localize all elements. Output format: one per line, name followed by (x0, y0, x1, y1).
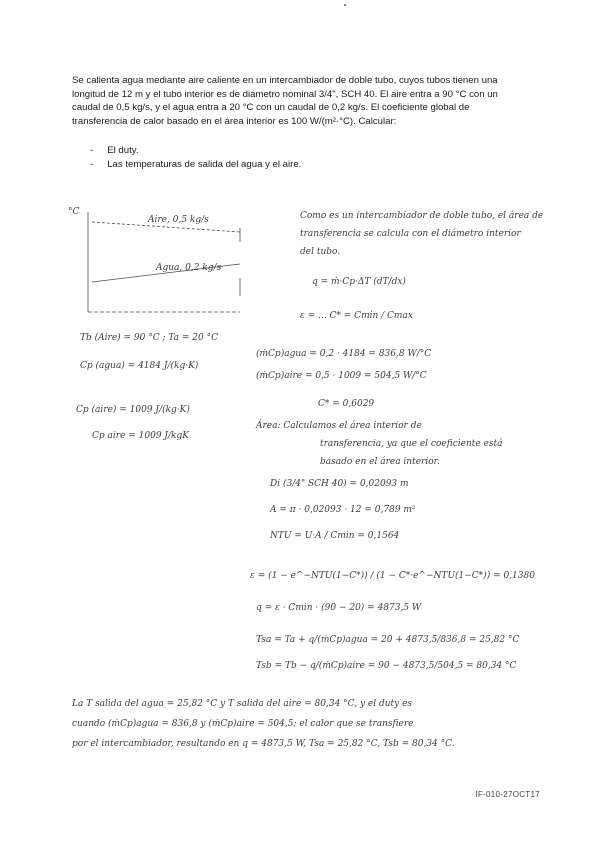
list-item (90, 144, 301, 158)
note-line: Di (3/4" SCH 40) = 0,02093 m (270, 479, 409, 489)
note-line: q = ṁ·Cp·ΔT (dT/dx) (312, 277, 406, 287)
note-line: ε = ... C* = Cmin / Cmax (300, 311, 413, 321)
handwritten-solution (0, 190, 600, 790)
problem-list (90, 144, 301, 171)
note-line: ε = (1 − e^−NTU(1−C*)) / (1 − C*·e^−NTU(1−C*)) = 0,1380 (250, 571, 535, 581)
note-line: Tsb = Tb − q/(ṁCp)aire = 90 − 4873,5/504,5 = 80,34 °C (256, 661, 517, 671)
note-line: Cp aire = 1009 J/kgK (92, 431, 189, 441)
note-line: Área: Calculamos el área interior de (256, 421, 422, 431)
note-line: (ṁCp)agua = 0,2 · 4184 = 836,8 W/°C (256, 349, 432, 359)
note-line: (ṁCp)aire = 0,5 · 1009 = 504,5 W/°C (256, 371, 427, 381)
list-item-text: Las temperaturas de salida del agua y el aire. (107, 158, 302, 170)
note-line: Tsa = Ta + q/(ṁCp)agua = 20 + 4873,5/836,8 = 25,82 °C (256, 635, 520, 645)
conclusion-line: La T salida del agua = 25,82 °C y T salida del aire = 80,34 °C, y el duty es (72, 699, 413, 709)
conclusion-line: cuando (ṁCp)agua = 836,8 y (ṁCp)aire = 504,5; el calor que se transfiere (72, 719, 414, 729)
diagram-top-label: Aire, 0,5 kg/s (148, 215, 209, 225)
diagram-corner-label: °C (68, 207, 80, 217)
note-line: del tubo. (300, 247, 341, 257)
list-bullet: - (90, 158, 94, 170)
note-line: NTU = U·A / Cmin = 0,1564 (270, 531, 400, 541)
list-item-text: El duty. (107, 145, 139, 156)
speck (344, 4, 346, 6)
conclusion-line: por el intercambiador, resultando en q = 4873,5 W, Tsa = 25,82 °C, Tsb = 80,34 °C. (72, 739, 455, 749)
note-line: q = ε · Cmin · (90 − 20) = 4873,5 W (256, 603, 422, 613)
list-item (90, 158, 301, 172)
note-line: A = π · 0,02093 · 12 = 0,789 m² (270, 505, 416, 515)
note-line: Como es un intercambiador de doble tubo, el área de (300, 211, 544, 221)
problem-statement: Se calienta agua mediante aire caliente en un intercambiador de doble tubo, cuyos tubos tienen una longitud de 12 m y el tubo interior es de diámetro nominal 3/4", SCH 40. El aire entra a 90 °C con un caudal de 0,5 kg/s, y el agua entra a 20 °C con un caudal de 0,2 kg/s. El coeficiente global de transferencia de calor basado en el área interior es 100 W/(m²·°C). Calcular: (72, 75, 498, 127)
document-code: IF-010-27OCT17 (475, 790, 540, 799)
temperature-diagram (88, 212, 240, 312)
note-line: Tb (Aire) = 90 °C ; Ta = 20 °C (80, 333, 219, 343)
note-line: transferencia se calcula con el diámetro interior (300, 229, 521, 239)
note-line: Cp (agua) = 4184 J/(kg·K) (80, 361, 199, 371)
note-line: Cp (aire) = 1009 J/(kg·K) (76, 405, 190, 415)
note-line: transferencia, ya que el coeficiente está (320, 439, 503, 449)
note-line: C* = 0,6029 (318, 399, 375, 409)
list-bullet: - (90, 145, 94, 156)
note-line: basado en el área interior. (320, 457, 440, 467)
diagram-mid-label: Agua, 0,2 kg/s (156, 263, 222, 273)
